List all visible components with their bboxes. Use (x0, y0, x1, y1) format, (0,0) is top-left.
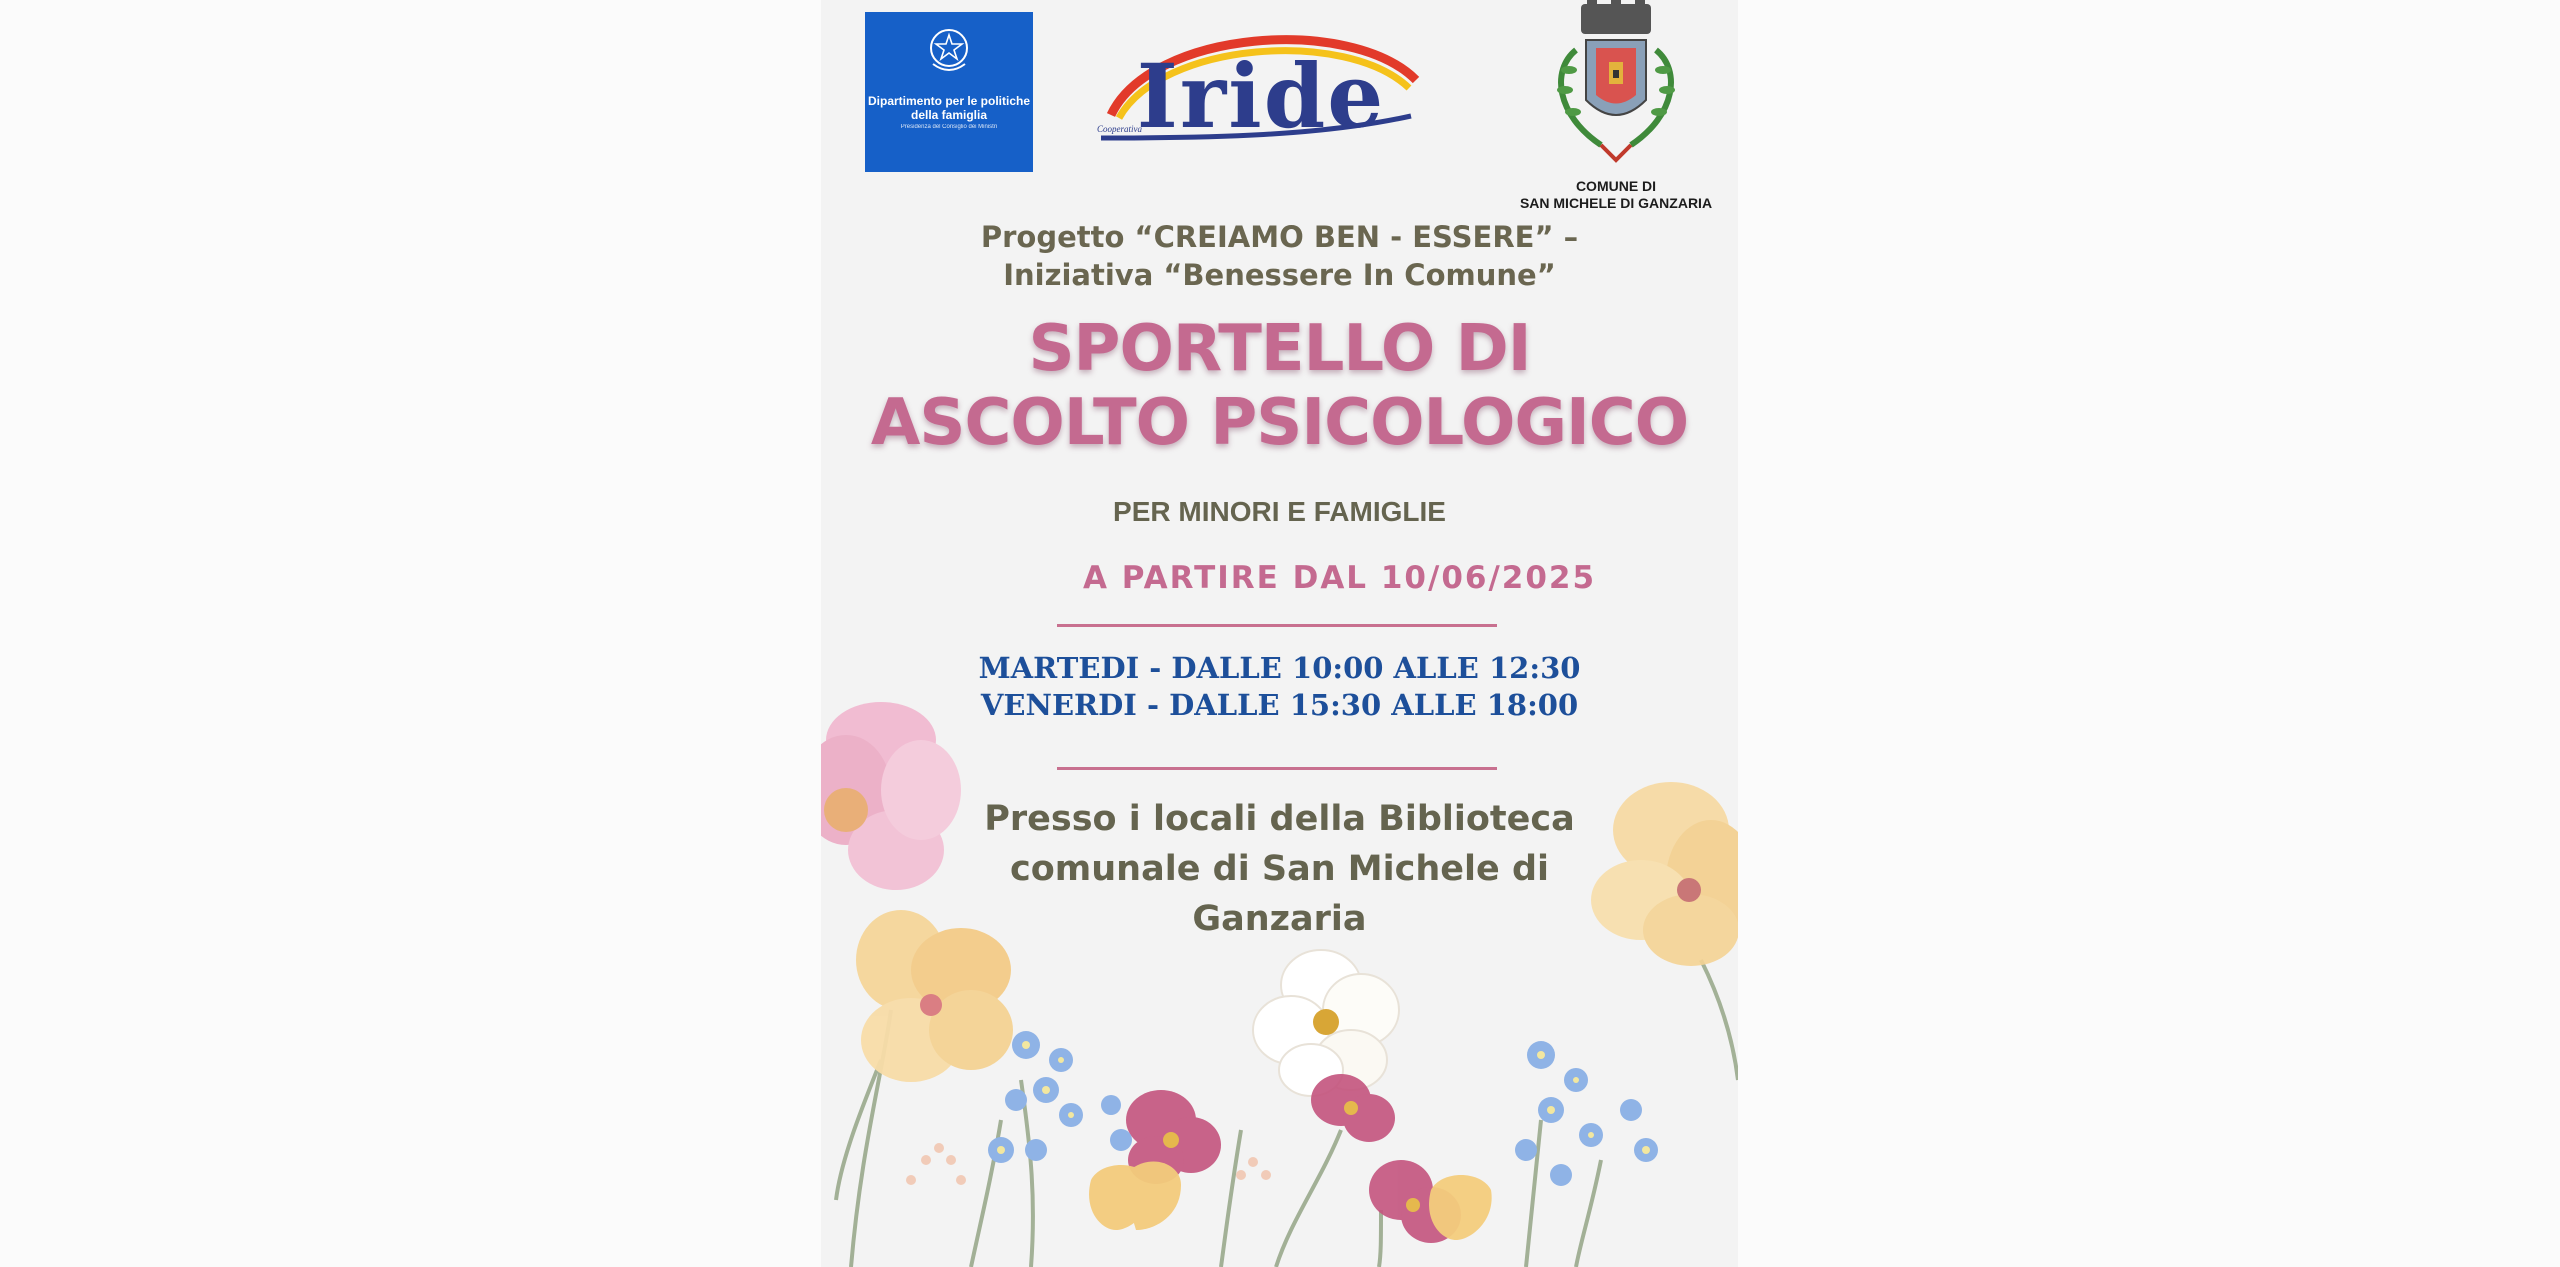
dept-line2: della famiglia (910, 108, 988, 122)
italian-emblem-icon (927, 26, 971, 76)
project-line2: Iniziativa “Benessere In Comune” (1003, 258, 1556, 292)
location-line2: comunale di San Michele di (1010, 849, 1549, 889)
start-date: A PARTIRE DAL 10/06/2025 (1082, 560, 1597, 596)
comune-line2: SAN MICHELE DI GANZARIA (1519, 195, 1713, 211)
subtitle: PER MINORI E FAMIGLIE (1113, 496, 1446, 527)
location-line1: Presso i locali della Biblioteca (984, 799, 1575, 839)
divider-bottom (1057, 767, 1497, 770)
dept-line3: Presidenza del Consiglio dei Ministri (900, 124, 998, 130)
comune-line1: COMUNE DI (1575, 178, 1657, 194)
schedule (821, 650, 1738, 724)
municipal-coat-of-arms-icon (1541, 0, 1691, 170)
iride-wordmark: Iride (1136, 44, 1386, 148)
location-line3: Ganzaria (1192, 899, 1367, 939)
location (821, 794, 1738, 944)
schedule-line2: VENERDI - DALLE 15:30 ALLE 18:00 (980, 688, 1579, 722)
department-family-policies-logo (865, 12, 1033, 172)
project-line1: Progetto “CREIAMO BEN - ESSERE” – (980, 220, 1579, 254)
main-title (821, 312, 1738, 460)
iride-cooperative-logo (1091, 20, 1431, 148)
white-flower-icon (1253, 950, 1399, 1096)
iride-cooperativa: Cooperativa (1097, 124, 1142, 134)
magenta-flower-icon (1126, 1074, 1461, 1243)
title-line1: SPORTELLO DI (1028, 312, 1531, 386)
poster (821, 0, 1738, 1267)
schedule-line1: MARTEDI - DALLE 10:00 ALLE 12:30 (978, 651, 1581, 685)
comune-label (1511, 178, 1721, 212)
project-heading (821, 218, 1738, 294)
divider-top (1057, 624, 1497, 627)
dept-line1: Dipartimento per le politiche (867, 94, 1031, 108)
title-line2: ASCOLTO PSICOLOGICO (870, 386, 1689, 460)
